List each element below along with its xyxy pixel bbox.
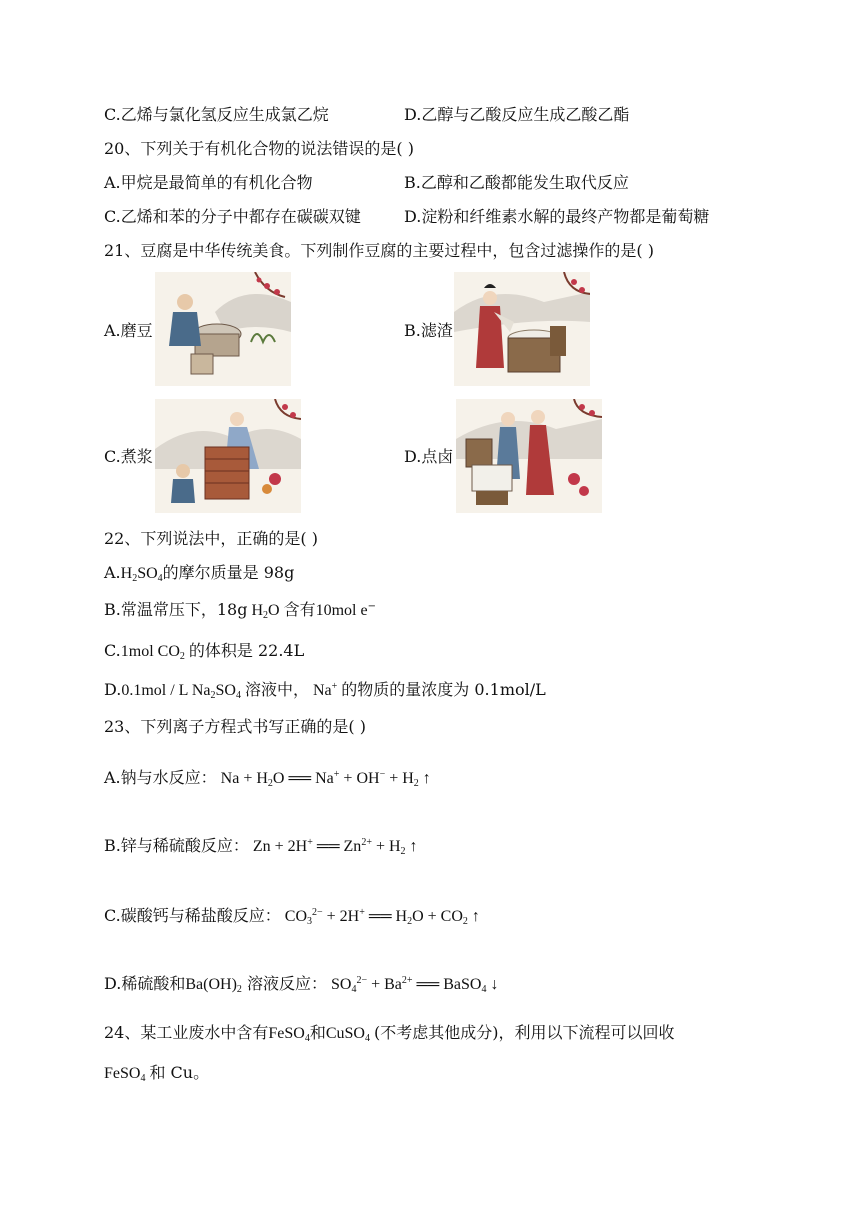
boiling-pulp-illustration (155, 399, 301, 513)
q23-stem: 23、下列离子方程式书写正确的是( ) (104, 717, 366, 736)
grinding-beans-illustration (155, 272, 291, 386)
q24-stem-line1: 24、某工业废水中含有FeSO$_4$和CuSO$_4$ (不考虑其他成分)，利用以下流程可以回收 (104, 1023, 675, 1044)
q21-option-d-label: D.点卤 (404, 447, 454, 466)
q21-option-a-label: A.磨豆 (104, 321, 153, 340)
q22-option-b: B.常温常压下，18g $H_2O$ 含有10mol e− (104, 600, 376, 621)
q22-stem: 22、下列说法中，正确的是( ) (104, 529, 318, 548)
q23-option-d: D.稀硫酸和$Ba(OH)_2$ 溶液反应： $SO_4^{2-} + Ba^{2+}$ ══ BaSO$_4$ ↓ (104, 974, 499, 995)
q20-option-b: B.乙醇和乙酸都能发生取代反应 (404, 173, 629, 192)
filtering-residue-illustration (454, 272, 590, 386)
q23-option-b: B.锌与稀硫酸反应： Zn + 2H+ ══ $Zn^{2+} + H_2$ ↑ (104, 836, 418, 857)
q20-option-a: A.甲烷是最简单的有机化合物 (104, 173, 313, 192)
q23-option-a: A.钠与水反应： $Na + H_2O$ ══ $Na^+ + OH^- + H_2$ ↑ (104, 768, 431, 789)
q22-option-d: D.0.1mol / L $Na_2SO_4$ 溶液中， Na+ 的物质的量浓度为 0.1mol/L (104, 680, 546, 701)
q22-option-a: $A.H_2SO_4$的摩尔质量是 98g (104, 563, 295, 584)
q24-stem-line2: FeSO$_4$ 和 Cu。 (104, 1063, 210, 1084)
q20-stem: 20、下列关于有机化合物的说法错误的是( ) (104, 139, 414, 158)
q19-option-c: C.乙烯与氯化氢反应生成氯乙烷 (104, 105, 329, 124)
q21-stem: 21、豆腐是中华传统美食。下列制作豆腐的主要过程中，包含过滤操作的是( ) (104, 241, 654, 260)
q20-option-d: D.淀粉和纤维素水解的最终产物都是葡萄糖 (404, 207, 710, 226)
q23-option-c: C.碳酸钙与稀盐酸反应： $CO_3^{2-} + 2H^+$ ══ $H_2O + CO_2$ ↑ (104, 906, 480, 927)
q21-option-b-label: B.滤渣 (404, 321, 453, 340)
q20-option-c: C.乙烯和苯的分子中都存在碳碳双键 (104, 207, 361, 226)
q21-option-c-label: C.煮浆 (104, 447, 153, 466)
q19-option-d: D.乙醇与乙酸反应生成乙酸乙酯 (404, 105, 630, 124)
adding-coagulant-illustration (456, 399, 602, 513)
q22-option-c: C.1mol $CO_2$ 的体积是 22.4L (104, 641, 305, 662)
